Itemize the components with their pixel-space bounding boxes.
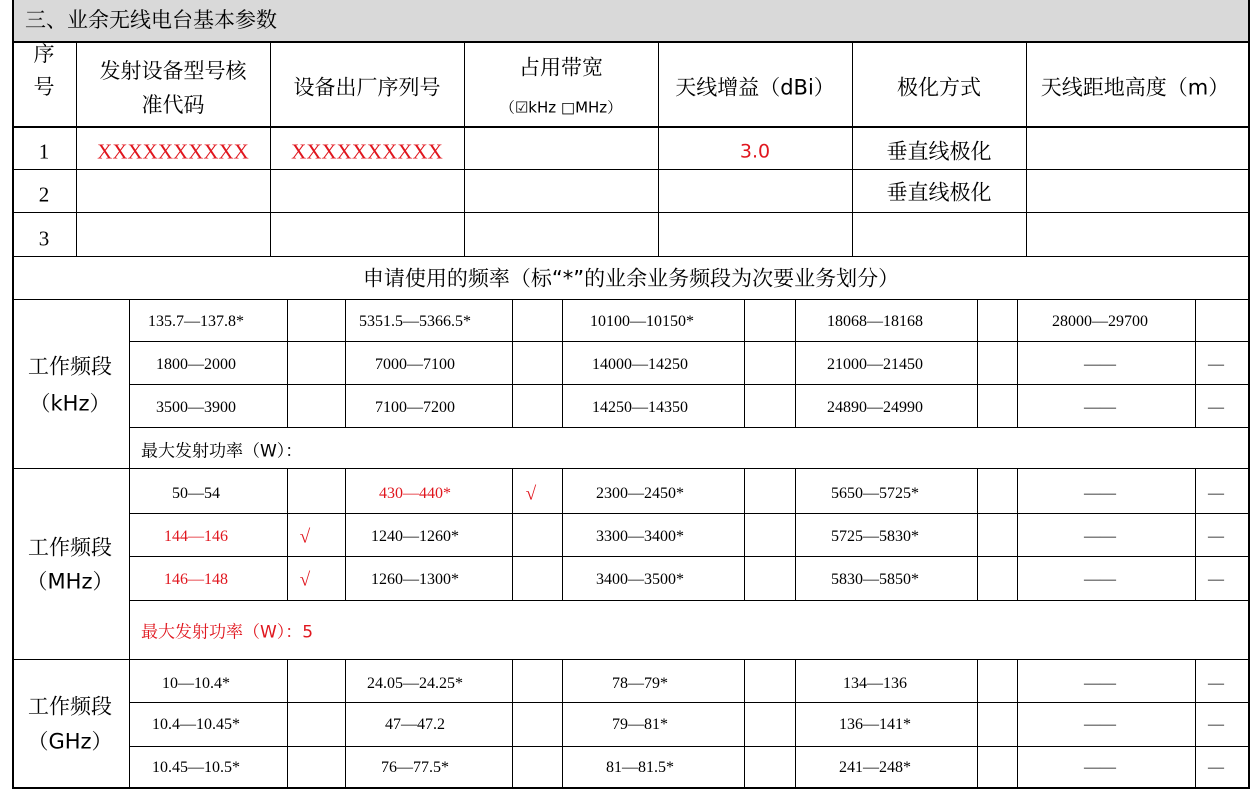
divider xyxy=(1195,468,1196,600)
divider xyxy=(129,556,1250,557)
divider xyxy=(852,43,853,256)
divider xyxy=(12,468,1250,469)
divider xyxy=(562,659,563,789)
divider xyxy=(12,659,1250,660)
divider xyxy=(287,468,288,600)
ghz-r1-f3: 78—79* xyxy=(612,675,668,692)
khz-r3-f5: —— xyxy=(1084,399,1116,416)
divider xyxy=(562,468,563,600)
divider xyxy=(795,659,796,789)
divider xyxy=(795,299,796,427)
khz-r1-f2: 5351.5—5366.5* xyxy=(359,313,471,330)
mhz-unit: （MHz） xyxy=(26,569,114,594)
header-gain: 天线增益（dBi） xyxy=(675,75,835,100)
divider xyxy=(744,299,745,427)
header-index: 序号 xyxy=(33,42,55,99)
divider xyxy=(1195,659,1196,789)
ghz-r2-f5: —— xyxy=(1084,716,1116,733)
ghz-label: 工作频段 xyxy=(28,694,112,719)
divider xyxy=(129,702,1250,703)
section-title: 三、业余无线电台基本参数 xyxy=(12,0,1250,43)
ghz-r1-f4: 134—136 xyxy=(843,675,907,692)
mhz-r1-f1: 50—54 xyxy=(172,485,220,502)
mhz-r1-f3: 2300—2450* xyxy=(596,485,684,502)
ghz-r2-f3: 79—81* xyxy=(612,716,668,733)
divider xyxy=(464,43,465,256)
divider xyxy=(345,299,346,427)
row1-index: 1 xyxy=(38,139,50,164)
mhz-r3-f4: 5830—5850* xyxy=(831,571,919,588)
khz-r1-f1: 135.7—137.8* xyxy=(148,313,244,330)
mhz-r2-c5: — xyxy=(1208,528,1224,545)
mhz-max-power: 最大发射功率（W）：5 xyxy=(141,622,314,643)
header-serial: 设备出厂序列号 xyxy=(293,75,441,100)
ghz-r3-c5: — xyxy=(1208,759,1224,776)
ghz-r1-f2: 24.05—24.25* xyxy=(367,675,463,692)
khz-r2-c5: — xyxy=(1208,356,1224,373)
row1-model: XXXXXXXXXX xyxy=(97,139,249,164)
ghz-r1-f1: 10—10.4* xyxy=(162,675,230,692)
divider xyxy=(1017,659,1018,789)
divider xyxy=(12,212,1250,213)
mhz-r3-c5: — xyxy=(1208,571,1224,588)
mhz-r2-f3: 3300—3400* xyxy=(596,528,684,545)
mhz-r1-f4: 5650—5725* xyxy=(831,485,919,502)
divider xyxy=(1026,43,1027,256)
ghz-r2-c5: — xyxy=(1208,716,1224,733)
khz-r3-f2: 7100—7200 xyxy=(375,399,455,416)
divider xyxy=(795,468,796,600)
mhz-r2-f2: 1240—1260* xyxy=(371,528,459,545)
divider xyxy=(129,513,1250,514)
divider xyxy=(12,126,1250,128)
mhz-r3-f3: 3400—3500* xyxy=(596,571,684,588)
mhz-r1-c2-check: √ xyxy=(525,483,537,505)
row1-serial: XXXXXXXXXX xyxy=(291,139,443,164)
mhz-r2-c1-check: √ xyxy=(299,526,311,548)
ghz-unit: （GHz） xyxy=(27,729,113,754)
divider xyxy=(12,169,1250,170)
row3-index: 3 xyxy=(38,226,50,251)
divider xyxy=(287,299,288,427)
khz-r3-f3: 14250—14350 xyxy=(592,399,688,416)
ghz-r1-c5: — xyxy=(1208,675,1224,692)
khz-r3-f1: 3500—3900 xyxy=(156,399,236,416)
row1-polarization: 垂直线极化 xyxy=(886,139,992,164)
divider xyxy=(977,299,978,427)
divider xyxy=(1017,468,1018,600)
mhz-r1-c5: — xyxy=(1208,485,1224,502)
divider xyxy=(977,468,978,600)
divider xyxy=(129,341,1250,342)
divider xyxy=(129,600,1250,601)
divider xyxy=(129,299,130,789)
divider xyxy=(744,659,745,789)
mhz-r3-f5: —— xyxy=(1084,571,1116,588)
mhz-r3-f2: 1260—1300* xyxy=(371,571,459,588)
divider xyxy=(345,659,346,789)
khz-r1-f4: 18068—18168 xyxy=(827,313,923,330)
header-model: 发射设备型号核准代码 xyxy=(99,59,247,117)
khz-r2-f3: 14000—14250 xyxy=(592,356,688,373)
mhz-r2-f1: 144—146 xyxy=(164,528,228,545)
khz-max-power: 最大发射功率（W）： xyxy=(141,441,303,462)
mhz-r3-f1: 146—148 xyxy=(164,571,228,588)
mhz-r3-c1-check: √ xyxy=(299,569,311,591)
mhz-r2-f5: —— xyxy=(1084,528,1116,545)
divider xyxy=(562,299,563,427)
ghz-r3-f5: —— xyxy=(1084,759,1116,776)
ghz-r3-f1: 10.45—10.5* xyxy=(152,759,240,776)
divider xyxy=(129,427,1250,428)
mhz-r1-f2: 430—440* xyxy=(379,485,451,502)
row2-index: 2 xyxy=(38,182,50,207)
divider xyxy=(129,746,1250,747)
divider xyxy=(512,659,513,789)
khz-r3-f4: 24890—24990 xyxy=(827,399,923,416)
khz-r1-f5: 28000—29700 xyxy=(1052,313,1148,330)
divider xyxy=(512,299,513,427)
ghz-r2-f2: 47—47.2 xyxy=(385,716,445,733)
ghz-r3-f4: 241—248* xyxy=(839,759,911,776)
divider xyxy=(1195,299,1196,427)
khz-r1-f3: 10100—10150* xyxy=(590,313,694,330)
mhz-label: 工作频段 xyxy=(28,535,112,560)
divider xyxy=(129,384,1250,385)
khz-r3-c5: — xyxy=(1208,399,1224,416)
divider xyxy=(76,43,77,256)
divider xyxy=(12,299,1250,300)
divider xyxy=(12,256,1250,257)
header-bandwidth-units: （☑kHz □MHz） xyxy=(499,98,623,117)
khz-r2-f2: 7000—7100 xyxy=(375,356,455,373)
ghz-r3-f2: 76—77.5* xyxy=(381,759,449,776)
mhz-r1-f5: —— xyxy=(1084,485,1116,502)
mhz-r2-f4: 5725—5830* xyxy=(831,528,919,545)
ghz-r3-f3: 81—81.5* xyxy=(606,759,674,776)
header-polarization: 极化方式 xyxy=(897,75,981,100)
divider xyxy=(345,468,346,600)
header-antenna-height: 天线距地高度（m） xyxy=(1040,75,1230,100)
row2-polarization: 垂直线极化 xyxy=(886,180,992,205)
divider xyxy=(512,468,513,600)
ghz-r2-f4: 136—141* xyxy=(839,716,911,733)
divider xyxy=(270,43,271,256)
khz-r2-f5: —— xyxy=(1084,356,1116,373)
divider xyxy=(658,43,659,256)
khz-r2-f1: 1800—2000 xyxy=(156,356,236,373)
khz-label: 工作频段 xyxy=(28,354,112,379)
ghz-r1-f5: —— xyxy=(1084,675,1116,692)
divider xyxy=(744,468,745,600)
divider xyxy=(1017,299,1018,427)
frequency-title: 申请使用的频率（标“*”的业余业务频段为次要业务划分） xyxy=(362,266,900,291)
divider xyxy=(287,659,288,789)
header-bandwidth: 占用带宽 xyxy=(519,55,603,80)
divider xyxy=(977,659,978,789)
row1-gain: 3.0 xyxy=(739,140,771,163)
khz-r2-f4: 21000—21450 xyxy=(827,356,923,373)
ghz-r2-f1: 10.4—10.45* xyxy=(152,716,240,733)
khz-unit: （kHz） xyxy=(29,391,111,416)
